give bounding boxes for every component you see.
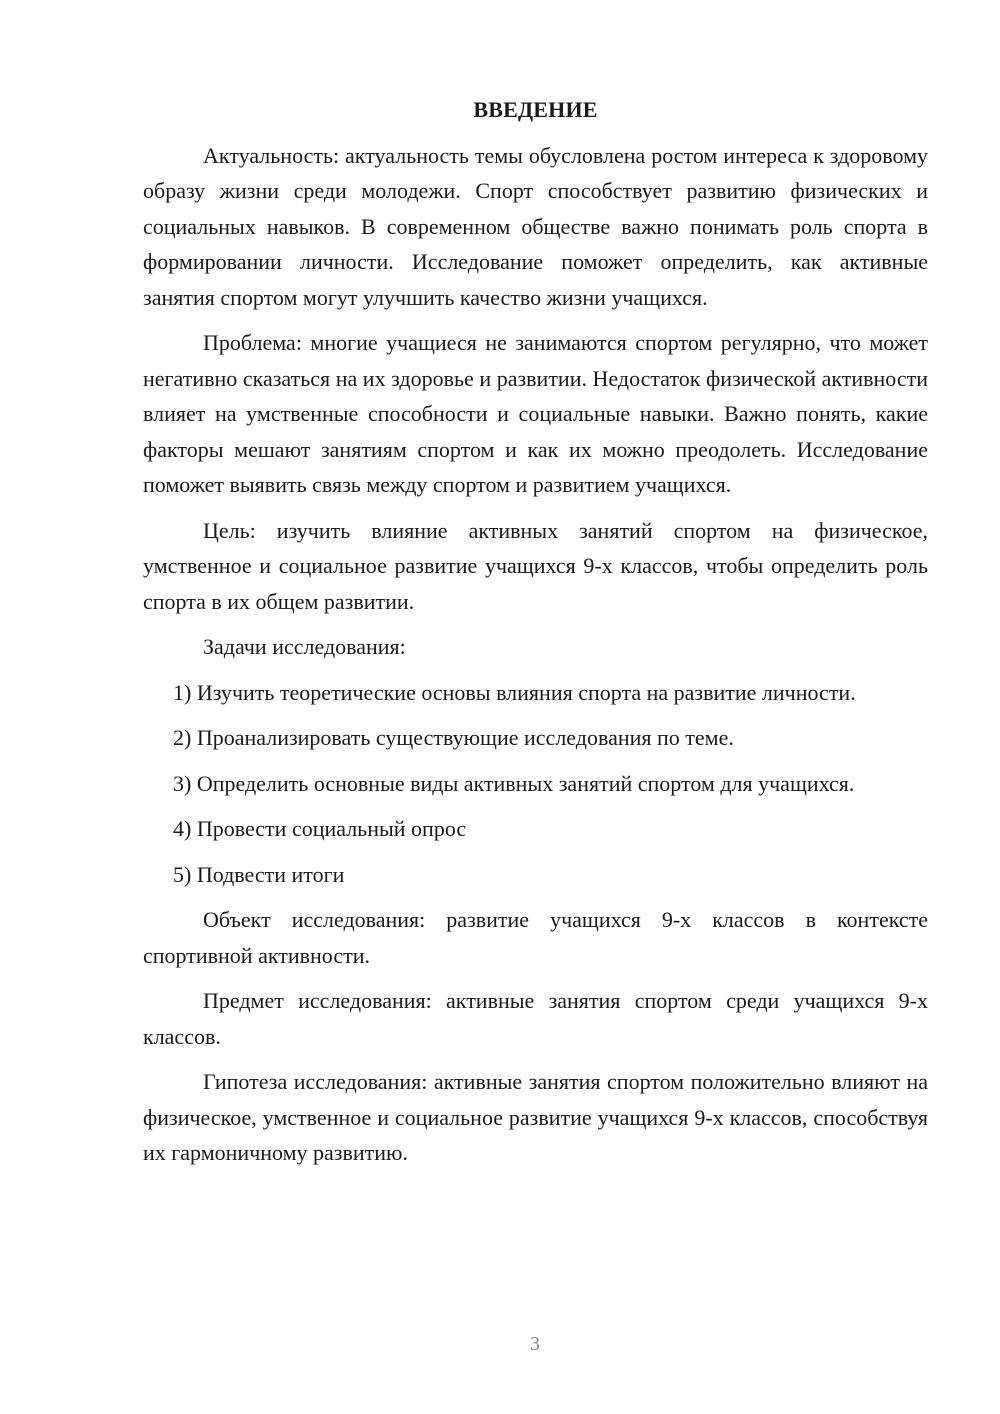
- section-title: ВВЕДЕНИЕ: [473, 97, 598, 122]
- goal-paragraph: Цель: изучить влияние активных занятий спортом на физическое, умственное и социальное развитие учащихся 9-х классов, чтобы определить роль спорта в их общем развитии.: [143, 517, 928, 614]
- hypothesis-paragraph: Гипотеза исследования: активные занятия спортом положительно влияют на физическое, умственное и социальное развитие учащихся 9-х классов, способствуя их гармоничному развитию.: [143, 1069, 928, 1165]
- tasks-heading: Задачи исследования:: [203, 634, 406, 659]
- problem-paragraph: Проблема: многие учащиеся не занимаются спортом регулярно, что может негативно сказаться на их здоровье и развитии. Недостаток физической активности влияет на умственные способности и социальные навыки. Важно понять, какие факторы мешают занятиям спортом и как их можно преодолеть. Исследование поможет выявить связь между спортом и развитием учащихся.: [143, 330, 928, 497]
- task-item-5: 5) Подвести итоги: [173, 861, 345, 887]
- subject-paragraph: Предмет исследования: активные занятия спортом среди учащихся 9-х классов.: [143, 988, 928, 1049]
- page-number: 3: [530, 1333, 540, 1355]
- page-content: [143, 92, 928, 1181]
- task-item-3: 3) Определить основные виды активных занятий спортом для учащихся.: [173, 770, 855, 796]
- relevance-paragraph: Актуальность: актуальность темы обусловлена ростом интереса к здоровому образу жизни среди молодежи. Спорт способствует развитию физических и социальных навыков. В современном обществе важно понимать роль спорта в формировании личности. Исследование поможет определить, как активные занятия спортом могут улучшить качество жизни учащихся.: [143, 142, 928, 310]
- task-item-4: 4) Провести социальный опрос: [173, 816, 467, 841]
- task-item-1: 1) Изучить теоретические основы влияния спорта на развитие личности.: [173, 679, 856, 705]
- object-paragraph: Объект исследования: развитие учащихся 9-х классов в контексте спортивной активности.: [143, 907, 928, 968]
- task-item-2: 2) Проанализировать существующие исследования по теме.: [173, 725, 734, 750]
